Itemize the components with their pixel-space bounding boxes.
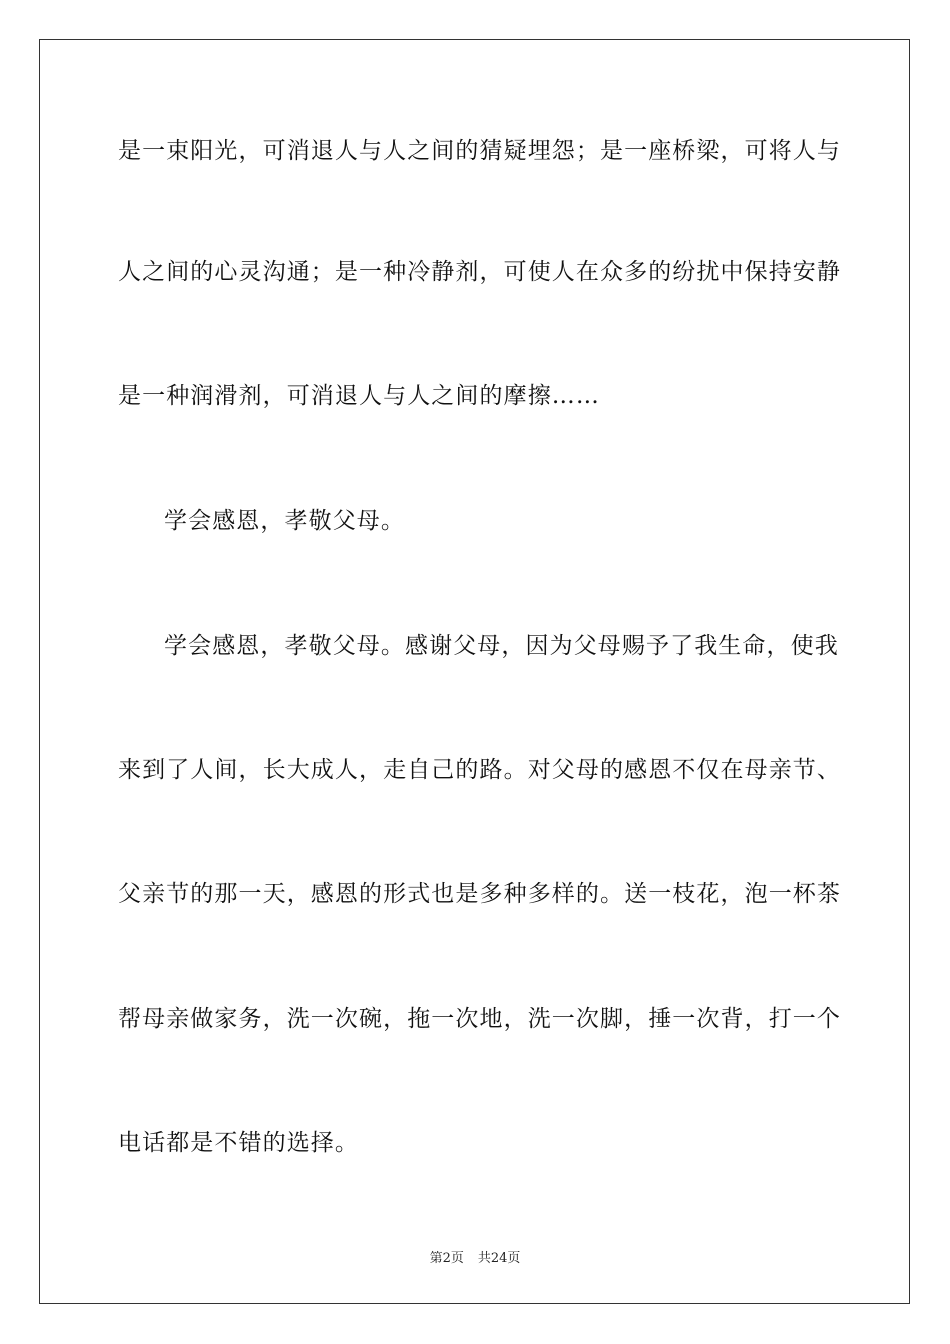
text-line-1: 是一束阳光，可消退人与人之间的猜疑埋怨；是一座桥梁，可将人与 <box>118 138 841 164</box>
text-line-8: 帮母亲做家务，洗一次碗，拖一次地，洗一次脚，捶一次背，打一个 <box>118 1006 841 1032</box>
page-number: 第2页 <box>429 1251 464 1266</box>
page-footer <box>0 1247 950 1266</box>
text-line-3: 是一种润滑剂，可消退人与人之间的摩擦…… <box>118 383 600 409</box>
text-line-9: 电话都是不错的选择。 <box>118 1130 359 1156</box>
page-frame <box>39 39 910 1304</box>
page-total: 共24页 <box>477 1251 521 1266</box>
text-line-2: 人之间的心灵沟通；是一种冷静剂，可使人在众多的纷扰中保持安静 <box>118 259 841 285</box>
paragraph-heading: 学会感恩，孝敬父母。 <box>164 508 405 534</box>
text-line-7: 父亲节的那一天，感恩的形式也是多种多样的。送一枝花，泡一杯茶 <box>118 881 841 907</box>
text-line-6: 来到了人间，长大成人，走自己的路。对父母的感恩不仅在母亲节、 <box>118 757 841 783</box>
text-line-5: 学会感恩，孝敬父母。感谢父母，因为父母赐予了我生命，使我 <box>164 633 839 659</box>
